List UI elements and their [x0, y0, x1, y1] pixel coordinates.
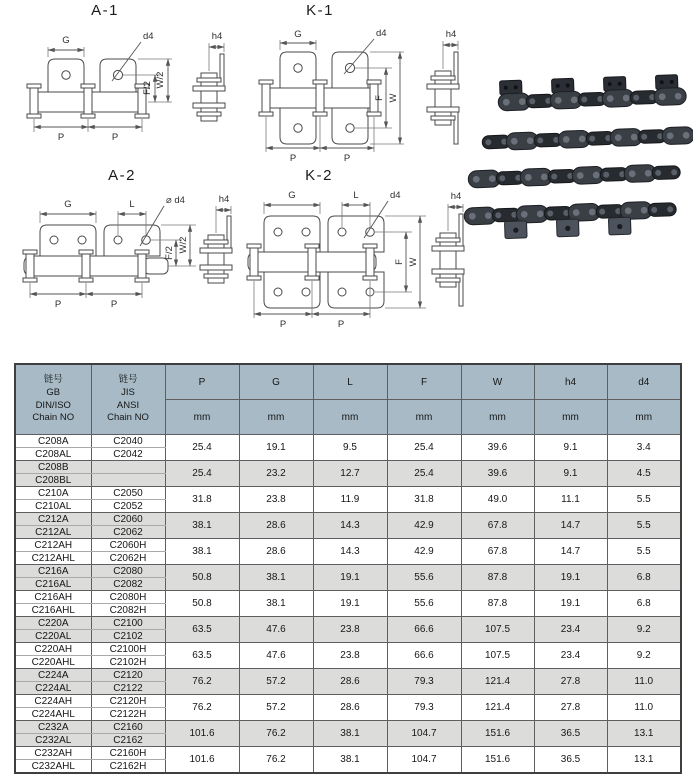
gb-chain-no: C210A — [15, 487, 91, 500]
ansi-chain-no: C2080 — [91, 565, 165, 578]
value-h4: 19.1 — [534, 565, 607, 591]
ansi-chain-no — [91, 461, 165, 474]
value-d4: 4.5 — [607, 461, 681, 487]
value-F: 55.6 — [387, 591, 461, 617]
gb-chain-no: C208BL — [15, 474, 91, 487]
svg-text:W: W — [408, 257, 419, 267]
dimension-G — [40, 199, 96, 223]
value-G: 76.2 — [239, 721, 313, 747]
value-F: 104.7 — [387, 747, 461, 774]
value-F: 66.6 — [387, 643, 461, 669]
value-P: 101.6 — [165, 747, 239, 774]
gb-chain-no: C220AL — [15, 630, 91, 643]
value-d4: 11.0 — [607, 669, 681, 695]
gb-chain-no: C216A — [15, 565, 91, 578]
ansi-chain-no: C2100H — [91, 643, 165, 656]
value-L: 9.5 — [313, 435, 387, 461]
diagram-a2 — [16, 188, 242, 314]
ansi-chain-no — [91, 474, 165, 487]
chain-side-view — [27, 59, 149, 118]
unit-cell: mm — [387, 400, 461, 435]
specification-table — [14, 363, 682, 774]
value-h4: 14.7 — [534, 539, 607, 565]
value-F: 55.6 — [387, 565, 461, 591]
value-h4: 14.7 — [534, 513, 607, 539]
gb-chain-no: C232A — [15, 721, 91, 734]
value-h4: 9.1 — [534, 435, 607, 461]
gb-chain-no: C208A — [15, 435, 91, 448]
gb-chain-no: C220AHL — [15, 656, 91, 669]
value-G: 23.8 — [239, 487, 313, 513]
end-view — [432, 191, 464, 306]
svg-text:F: F — [374, 95, 385, 101]
value-P: 25.4 — [165, 435, 239, 461]
svg-text:G: G — [288, 190, 296, 201]
gb-chain-no: C216AHL — [15, 604, 91, 617]
svg-text:W/2: W/2 — [155, 71, 166, 89]
table-row — [15, 643, 681, 656]
value-d4: 9.2 — [607, 617, 681, 643]
svg-text:P: P — [289, 153, 297, 164]
unit-cell: mm — [534, 400, 607, 435]
svg-text:W: W — [388, 93, 399, 103]
value-L: 19.1 — [313, 565, 387, 591]
unit-cell: mm — [461, 400, 534, 435]
value-W: 39.6 — [461, 461, 534, 487]
ansi-chain-no: C2080H — [91, 591, 165, 604]
table-row — [15, 461, 681, 474]
value-d4: 13.1 — [607, 721, 681, 747]
ansi-chain-no: C2102H — [91, 656, 165, 669]
value-L: 19.1 — [313, 591, 387, 617]
svg-text:F/2: F/2 — [164, 246, 175, 260]
value-W: 87.8 — [461, 591, 534, 617]
diagram-title-k2: K-2 — [305, 167, 333, 184]
value-G: 38.1 — [239, 565, 313, 591]
svg-text:d4: d4 — [143, 31, 154, 42]
value-G: 19.1 — [239, 435, 313, 461]
ansi-chain-no: C2040 — [91, 435, 165, 448]
svg-text:h4: h4 — [445, 29, 457, 40]
table-row — [15, 695, 681, 708]
svg-text:d4: d4 — [390, 190, 401, 201]
gb-chain-no: C212AHL — [15, 552, 91, 565]
ansi-chain-no: C2120 — [91, 669, 165, 682]
end-view — [193, 31, 225, 121]
gb-chain-no: C220AH — [15, 643, 91, 656]
chain-with-k-attachments — [498, 74, 687, 111]
ansi-chain-no: C2102 — [91, 630, 165, 643]
value-h4: 27.8 — [534, 669, 607, 695]
value-h4: 19.1 — [534, 591, 607, 617]
end-view — [427, 29, 459, 144]
value-h4: 23.4 — [534, 643, 607, 669]
dimension-P — [34, 119, 142, 143]
value-W: 67.8 — [461, 513, 534, 539]
value-F: 25.4 — [387, 461, 461, 487]
table-row — [15, 565, 681, 578]
value-L: 23.8 — [313, 617, 387, 643]
value-L: 38.1 — [313, 721, 387, 747]
ansi-chain-no: C2042 — [91, 448, 165, 461]
svg-text:h4: h4 — [218, 194, 230, 205]
svg-text:G: G — [62, 35, 70, 46]
value-P: 38.1 — [165, 539, 239, 565]
attachment-hole — [62, 71, 70, 79]
value-G: 23.2 — [239, 461, 313, 487]
value-G: 47.6 — [239, 643, 313, 669]
value-W: 107.5 — [461, 643, 534, 669]
gb-chain-no: C216AH — [15, 591, 91, 604]
gb-chain-no: C208B — [15, 461, 91, 474]
product-photo — [462, 66, 692, 261]
value-G: 47.6 — [239, 617, 313, 643]
value-L: 14.3 — [313, 513, 387, 539]
table-row — [15, 591, 681, 604]
value-L: 11.9 — [313, 487, 387, 513]
gb-chain-no: C212AL — [15, 526, 91, 539]
gb-chain-no: C232AH — [15, 747, 91, 760]
value-F: 31.8 — [387, 487, 461, 513]
value-W: 39.6 — [461, 435, 534, 461]
value-G: 28.6 — [239, 513, 313, 539]
svg-text:G: G — [64, 199, 72, 210]
value-L: 28.6 — [313, 695, 387, 721]
value-G: 76.2 — [239, 747, 313, 774]
diagram-k1 — [252, 26, 467, 164]
svg-text:F: F — [394, 259, 405, 265]
gb-chain-no: C224AHL — [15, 708, 91, 721]
ansi-chain-no: C2160 — [91, 721, 165, 734]
svg-text:W/2: W/2 — [178, 236, 189, 254]
svg-text:P: P — [111, 132, 119, 143]
ansi-chain-no: C2060 — [91, 513, 165, 526]
value-L: 23.8 — [313, 643, 387, 669]
value-h4: 27.8 — [534, 695, 607, 721]
ansi-chain-no: C2060H — [91, 539, 165, 552]
gb-chain-no: C224AH — [15, 695, 91, 708]
dimension-G — [264, 190, 320, 214]
value-F: 66.6 — [387, 617, 461, 643]
diagram-title-a1: A-1 — [91, 2, 119, 19]
table-row — [15, 721, 681, 734]
value-P: 63.5 — [165, 617, 239, 643]
value-W: 151.6 — [461, 747, 534, 774]
ansi-chain-header: 链号 JIS ANSI Chain NO — [91, 364, 165, 435]
ansi-chain-no: C2082 — [91, 578, 165, 591]
value-F: 25.4 — [387, 435, 461, 461]
table-row — [15, 669, 681, 682]
svg-text:L: L — [353, 190, 359, 201]
gb-chain-no: C216AL — [15, 578, 91, 591]
ansi-chain-no: C2062H — [91, 552, 165, 565]
diagram-a1 — [20, 26, 235, 144]
table-row — [15, 617, 681, 630]
value-W: 67.8 — [461, 539, 534, 565]
value-d4: 5.5 — [607, 539, 681, 565]
value-h4: 36.5 — [534, 747, 607, 774]
chain-with-a-attachments — [464, 201, 677, 240]
ansi-chain-no: C2162 — [91, 734, 165, 747]
gb-chain-no: C232AHL — [15, 760, 91, 774]
ansi-chain-no: C2162H — [91, 760, 165, 774]
gb-chain-no: C224A — [15, 669, 91, 682]
ansi-chain-no: C2050 — [91, 487, 165, 500]
value-P: 31.8 — [165, 487, 239, 513]
value-L: 12.7 — [313, 461, 387, 487]
table-row — [15, 435, 681, 448]
svg-text:d4: d4 — [376, 28, 387, 39]
value-d4: 3.4 — [607, 435, 681, 461]
value-d4: 11.0 — [607, 695, 681, 721]
ansi-chain-no: C2082H — [91, 604, 165, 617]
value-F: 42.9 — [387, 513, 461, 539]
col-header-P: P — [165, 364, 239, 400]
value-F: 42.9 — [387, 539, 461, 565]
value-P: 76.2 — [165, 695, 239, 721]
gb-chain-no: C220A — [15, 617, 91, 630]
unit-cell: mm — [239, 400, 313, 435]
unit-cell: mm — [313, 400, 387, 435]
value-P: 76.2 — [165, 669, 239, 695]
value-F: 104.7 — [387, 721, 461, 747]
col-header-L: L — [313, 364, 387, 400]
ansi-chain-no: C2122 — [91, 682, 165, 695]
ansi-chain-no: C2122H — [91, 708, 165, 721]
value-G: 57.2 — [239, 695, 313, 721]
value-h4: 11.1 — [534, 487, 607, 513]
svg-text:F/2: F/2 — [142, 81, 153, 95]
value-P: 63.5 — [165, 643, 239, 669]
value-L: 38.1 — [313, 747, 387, 774]
ansi-chain-no: C2100 — [91, 617, 165, 630]
value-d4: 6.8 — [607, 591, 681, 617]
col-header-G: G — [239, 364, 313, 400]
gb-chain-no: C210AL — [15, 500, 91, 513]
chain-side-view — [247, 216, 384, 308]
svg-text:G: G — [294, 29, 302, 40]
value-F: 79.3 — [387, 669, 461, 695]
diagram-title-k1: K-1 — [306, 2, 334, 19]
dimension-W — [385, 216, 426, 308]
gb-chain-no: C232AL — [15, 734, 91, 747]
value-W: 87.8 — [461, 565, 534, 591]
value-W: 121.4 — [461, 695, 534, 721]
value-P: 25.4 — [165, 461, 239, 487]
table-row — [15, 513, 681, 526]
table-row — [15, 487, 681, 500]
svg-text:P: P — [110, 299, 118, 310]
ansi-chain-no: C2160H — [91, 747, 165, 760]
unit-cell: mm — [165, 400, 239, 435]
svg-text:h4: h4 — [211, 31, 223, 42]
svg-text:P: P — [279, 319, 287, 330]
value-G: 38.1 — [239, 591, 313, 617]
value-W: 49.0 — [461, 487, 534, 513]
value-L: 28.6 — [313, 669, 387, 695]
attachment-hole — [113, 70, 122, 79]
value-W: 121.4 — [461, 669, 534, 695]
svg-text:L: L — [129, 199, 135, 210]
ansi-chain-no: C2052 — [91, 500, 165, 513]
value-P: 101.6 — [165, 721, 239, 747]
value-G: 57.2 — [239, 669, 313, 695]
diagram-k2 — [238, 186, 474, 334]
svg-text:⌀ d4: ⌀ d4 — [166, 195, 185, 206]
value-h4: 23.4 — [534, 617, 607, 643]
col-header-h4: h4 — [534, 364, 607, 400]
svg-text:P: P — [343, 153, 351, 164]
value-d4: 13.1 — [607, 747, 681, 774]
roller-chain — [468, 164, 680, 188]
table-row — [15, 539, 681, 552]
ansi-chain-no: C2120H — [91, 695, 165, 708]
value-d4: 6.8 — [607, 565, 681, 591]
svg-text:P: P — [54, 299, 62, 310]
end-view — [200, 194, 232, 283]
header-row — [15, 364, 681, 400]
value-P: 50.8 — [165, 565, 239, 591]
svg-text:P: P — [57, 132, 65, 143]
col-header-d4: d4 — [607, 364, 681, 400]
value-L: 14.3 — [313, 539, 387, 565]
dimension-G — [48, 35, 84, 57]
value-P: 50.8 — [165, 591, 239, 617]
diagram-title-a2: A-2 — [108, 167, 136, 184]
value-h4: 9.1 — [534, 461, 607, 487]
value-P: 38.1 — [165, 513, 239, 539]
value-d4: 9.2 — [607, 643, 681, 669]
value-W: 151.6 — [461, 721, 534, 747]
col-header-F: F — [387, 364, 461, 400]
gb-chain-no: C208AL — [15, 448, 91, 461]
col-header-W: W — [461, 364, 534, 400]
gb-chain-header: 链号 GB DIN/ISO Chain NO — [15, 364, 91, 435]
svg-text:h4: h4 — [450, 191, 462, 202]
unit-cell: mm — [607, 400, 681, 435]
value-G: 28.6 — [239, 539, 313, 565]
gb-chain-no: C212A — [15, 513, 91, 526]
roller-chain — [482, 127, 693, 151]
table-row — [15, 747, 681, 760]
dimension-G — [280, 29, 316, 50]
gb-chain-no: C212AH — [15, 539, 91, 552]
svg-text:P: P — [337, 319, 345, 330]
gb-chain-no: C224AL — [15, 682, 91, 695]
dimension-P — [30, 283, 142, 310]
value-h4: 36.5 — [534, 721, 607, 747]
value-d4: 5.5 — [607, 513, 681, 539]
value-d4: 5.5 — [607, 487, 681, 513]
value-W: 107.5 — [461, 617, 534, 643]
ansi-chain-no: C2062 — [91, 526, 165, 539]
value-F: 79.3 — [387, 695, 461, 721]
